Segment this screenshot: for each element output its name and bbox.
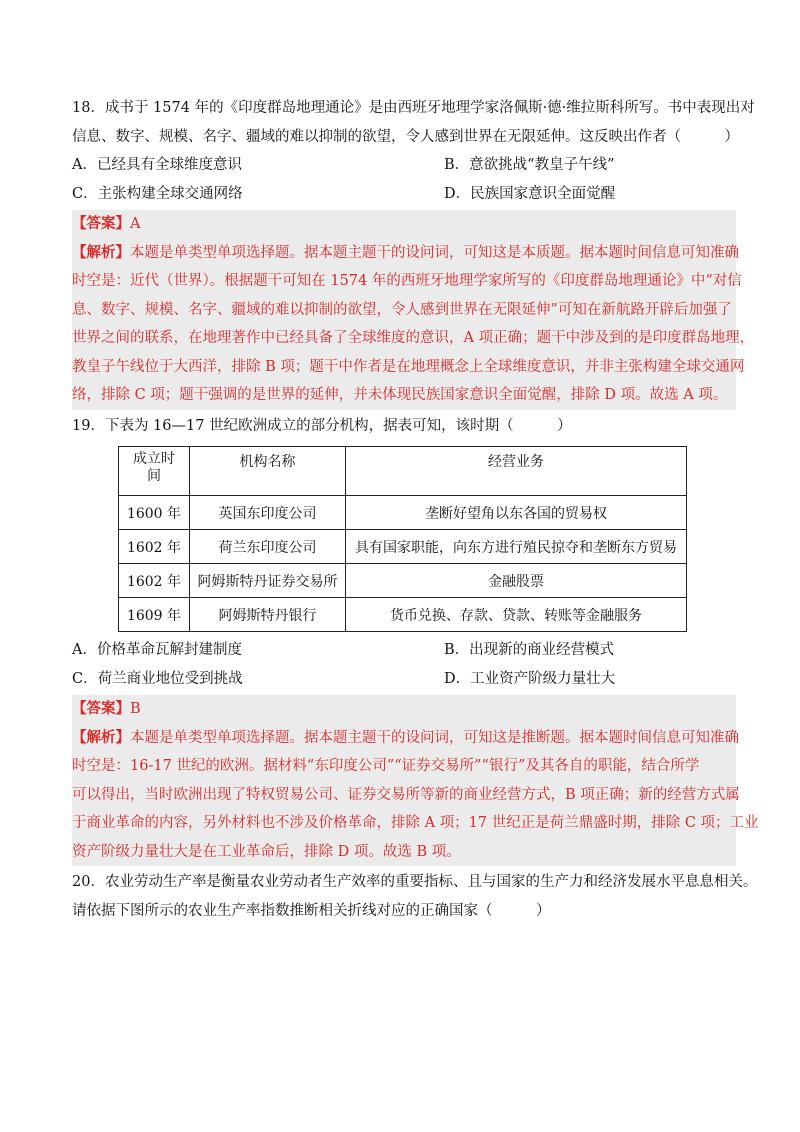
q19-analysis-line-1: [72, 724, 739, 753]
q19-option-d: D．工业资产阶级力量壮大: [444, 670, 616, 687]
question-18: [72, 94, 755, 410]
q19-stem: 19．下表为 16—17 世纪欧洲成立的部分机构，据表可知，该时期（ ）: [72, 417, 572, 434]
cell-business: 垄断好望角以东各国的贸易权: [346, 496, 687, 530]
cell-business: 具有国家职能，向东方进行殖民掠夺和垄断东方贸易: [346, 530, 687, 564]
q18-analysis-line-6: 络，排除 C 项；题干强调的是世界的延伸，并未体现民族国家意识全面觉醒，排除 D 项。故选 A 项。: [72, 387, 728, 403]
table-row: [119, 530, 687, 564]
q19-option-b: B．出现新的商业经营模式: [444, 642, 615, 658]
q19-option-c: C．荷兰商业地位受到挑战: [72, 670, 243, 687]
q18-analysis-line-4: 世界之间的联系，在地理著作中已经具备了全球维度的意识，A 项正确；题干中涉及到的是印度群岛地理，: [72, 330, 755, 346]
q19-analysis-line-2: 时空是：16-17 世纪的欧洲。据材料“东印度公司”“证券交易所”“银行”及其各自的职能，结合所学: [72, 758, 700, 774]
header-business: 经营业务: [346, 447, 687, 496]
q19-analysis-line-3: 可以得出，当时欧洲出现了特权贸易公司、证券交易所等新的商业经营方式，B 项正确；新的经营方式属: [72, 786, 740, 803]
cell-year: 1609 年: [119, 598, 190, 632]
q18-answer-value: A: [130, 216, 141, 232]
q18-stem-line-2: 信息、数字、规模、名字、疆域的难以抑制的欲望，令人感到世界在无限延伸。这反映出作者（ ）: [72, 128, 739, 145]
q19-answer-tag: 【答案】: [72, 700, 130, 717]
table-row: [119, 564, 687, 598]
q18-analysis-tag: 【解析】: [72, 243, 130, 261]
question-20: [72, 868, 758, 925]
q19-options-row-2: [72, 665, 736, 694]
q18-options-row-2: [72, 180, 736, 209]
q18-analysis-line-1: [72, 239, 739, 268]
q19-answer-block: [72, 695, 759, 866]
q19-analysis-line-5: 资产阶级力量壮大是在工业革命后，排除 D 项。故选 B 项。: [72, 843, 461, 860]
q18-option-c: C．主张构建全球交通网络: [72, 185, 243, 202]
table-header-row: [119, 447, 687, 496]
exam-page: [72, 94, 759, 925]
q19-analysis-tag: 【解析】: [72, 728, 130, 746]
q18-option-b: B．意欲挑战“教皇子午线”: [444, 157, 615, 173]
header-founded-time: 成立时间: [119, 447, 190, 496]
q20-stem-line-1: 20．农业劳动生产率是衡量农业劳动者生产效率的重要指标、且与国家的生产力和经济发展水平息息相关。: [72, 874, 758, 890]
table-row: [119, 496, 687, 530]
q18-analysis-line-3: 息、数字、规模、名字、疆域的难以抑制的欲望，令人感到世界在无限延伸”可知在新航路开辟后加强了: [72, 301, 732, 318]
q18-stem-line-1: 18．成书于 1574 年的《印度群岛地理通论》是由西班牙地理学家洛佩斯·德·维拉斯科所写。书中表现出对: [72, 100, 755, 116]
cell-name: 英国东印度公司: [190, 496, 346, 530]
table-row: [119, 598, 687, 632]
q20-stem-line-2: 请依据下图所示的农业生产率指数推断相关折线对应的正确国家（ ）: [72, 902, 551, 919]
q18-answer-block: [72, 210, 755, 410]
cell-year: 1602 年: [119, 564, 190, 598]
cell-year: 1600 年: [119, 496, 190, 530]
q18-answer-line: [72, 210, 736, 239]
q19-analysis-line-4: 于商业革命的内容，另外材料也不涉及价格革命，排除 A 项；17 世纪正是荷兰鼎盛时期，排除 C 项；工业: [72, 815, 759, 831]
cell-business: 金融股票: [346, 564, 687, 598]
q18-option-d: D．民族国家意识全面觉醒: [444, 185, 616, 202]
q19-options-row-1: [72, 636, 736, 665]
q18-analysis-line-2: 时空是：近代（世界）。根据题干可知在 1574 年的西班牙地理学家所写的《印度群岛地理通论》中“对信: [72, 273, 742, 289]
cell-name: 荷兰东印度公司: [190, 530, 346, 564]
q19-answer-value: B: [130, 701, 141, 717]
q19-institutions-table: [118, 446, 687, 632]
header-institution-name: 机构名称: [190, 447, 346, 496]
q19-option-a: A．价格革命瓦解封建制度: [72, 642, 242, 658]
cell-name: 阿姆斯特丹银行: [190, 598, 346, 632]
cell-business: 货币兑换、存款、贷款、转账等金融服务: [346, 598, 687, 632]
cell-name: 阿姆斯特丹证券交易所: [190, 564, 346, 598]
q18-answer-tag: 【答案】: [72, 215, 130, 232]
question-19: [72, 412, 759, 867]
q18-analysis-line-5: 教皇子午线位于大西洋，排除 B 项；题干中作者是在地理概念上全球维度意识，并非主张构建全球交通网: [72, 358, 745, 375]
q18-options-row-1: [72, 151, 736, 180]
q19-analysis-text-1: 本题是单类型单项选择题。据本题主题干的设问词，可知这是推断题。据本题时间信息可知准确: [130, 729, 739, 746]
q18-option-a: A．已经具有全球维度意识: [72, 157, 242, 173]
q18-analysis-text-1: 本题是单类型单项选择题。据本题主题干的设问词，可知这是本质题。据本题时间信息可知准确: [130, 244, 739, 261]
q19-answer-line: [72, 695, 736, 724]
cell-year: 1602 年: [119, 530, 190, 564]
